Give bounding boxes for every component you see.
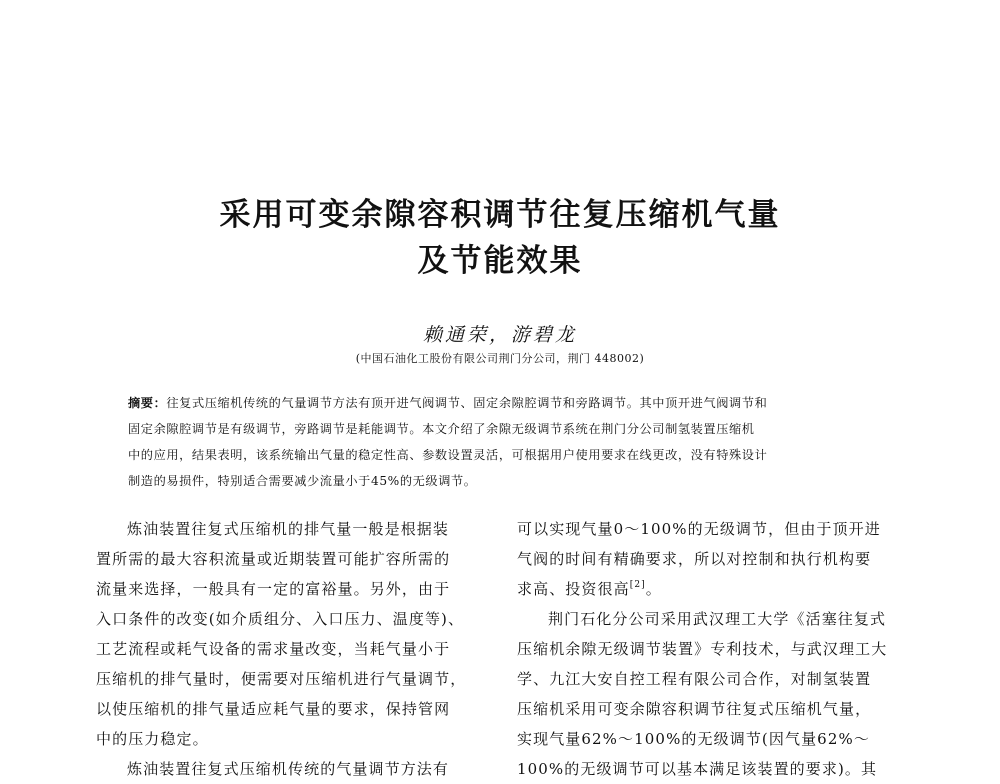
abstract-label: 摘要： bbox=[128, 396, 167, 410]
body-line: 入口条件的改变(如介质组分、入口压力、温度等)、 bbox=[96, 610, 465, 628]
author-affiliation: (中国石油化工股份有限公司荆门分公司，荆门 448002) bbox=[355, 352, 645, 365]
body-line bbox=[517, 574, 909, 604]
citation-ref: [2] bbox=[629, 580, 646, 590]
body-line: 压缩机余隙无级调节装置》专利技术，与武汉理工大 bbox=[517, 640, 888, 658]
body-line: 荆门石化分公司采用武汉理工大学《活塞往复式 bbox=[548, 610, 887, 628]
body-line: 以使压缩机的排气量适应耗气量的要求，保持管网 bbox=[96, 700, 451, 718]
abstract-line: 制造的易损件，特别适合需要减少流量小于45%的无级调节。 bbox=[128, 474, 477, 488]
body-line: 中的压力稳定。 bbox=[96, 730, 209, 748]
abstract bbox=[128, 390, 888, 494]
abstract-line bbox=[128, 390, 888, 416]
body-line: 工艺流程或耗气设备的需求量改变，当耗气量小于 bbox=[96, 640, 451, 658]
body-line: 置所需的最大容积流量或近期装置可能扩容所需的 bbox=[96, 550, 451, 568]
body-line: 炼油装置往复式压缩机传统的气量调节方法有 bbox=[127, 760, 450, 778]
author-list: 赖通荣，游碧龙 bbox=[422, 324, 577, 346]
paper-title-line-2: 及节能效果 bbox=[417, 243, 583, 279]
abstract-text: 往复式压缩机传统的气量调节方法有顶开进气阀调节、固定余隙腔调节和旁路调节。其中顶开进气阀调节和 bbox=[166, 396, 768, 410]
body-line: 压缩机的排气量时，便需要对压缩机进行气量调节， bbox=[96, 670, 467, 688]
body-column-right bbox=[517, 514, 909, 784]
body-line: 压缩机采用可变余隙容积调节往复式压缩机气量， bbox=[517, 700, 872, 718]
body-text: 求高、投资很高 bbox=[517, 580, 630, 598]
body-text: 。 bbox=[645, 580, 662, 598]
paper-title-line-1: 采用可变余隙容积调节往复压缩机气量 bbox=[219, 197, 781, 233]
abstract-line: 固定余隙腔调节是有级调节，旁路调节是耗能调节。本文介绍了余隙无级调节系统在荆门分公司制氢装置压缩机 bbox=[128, 422, 755, 436]
body-line: 炼油装置往复式压缩机的排气量一般是根据装 bbox=[127, 520, 450, 538]
body-line: 实现气量62%～100%的无级调节(因气量62%～ bbox=[517, 730, 870, 748]
body-line: 可以实现气量0～100%的无级调节，但由于顶开进 bbox=[517, 520, 881, 538]
body-column-left bbox=[96, 514, 482, 784]
body-line: 100%的无级调节可以基本满足该装置的要求)。其 bbox=[517, 760, 878, 778]
abstract-line: 中的应用，结果表明，该系统输出气量的稳定性高、参数设置灵活，可根据用户使用要求在线更改，没有特殊设计 bbox=[128, 448, 768, 462]
body-line: 流量来选择，一般具有一定的富裕量。另外，由于 bbox=[96, 580, 451, 598]
body-line: 学、九江大安自控工程有限公司合作，对制氢装置 bbox=[517, 670, 872, 688]
body-line: 气阀的时间有精确要求，所以对控制和执行机构要 bbox=[517, 550, 872, 568]
